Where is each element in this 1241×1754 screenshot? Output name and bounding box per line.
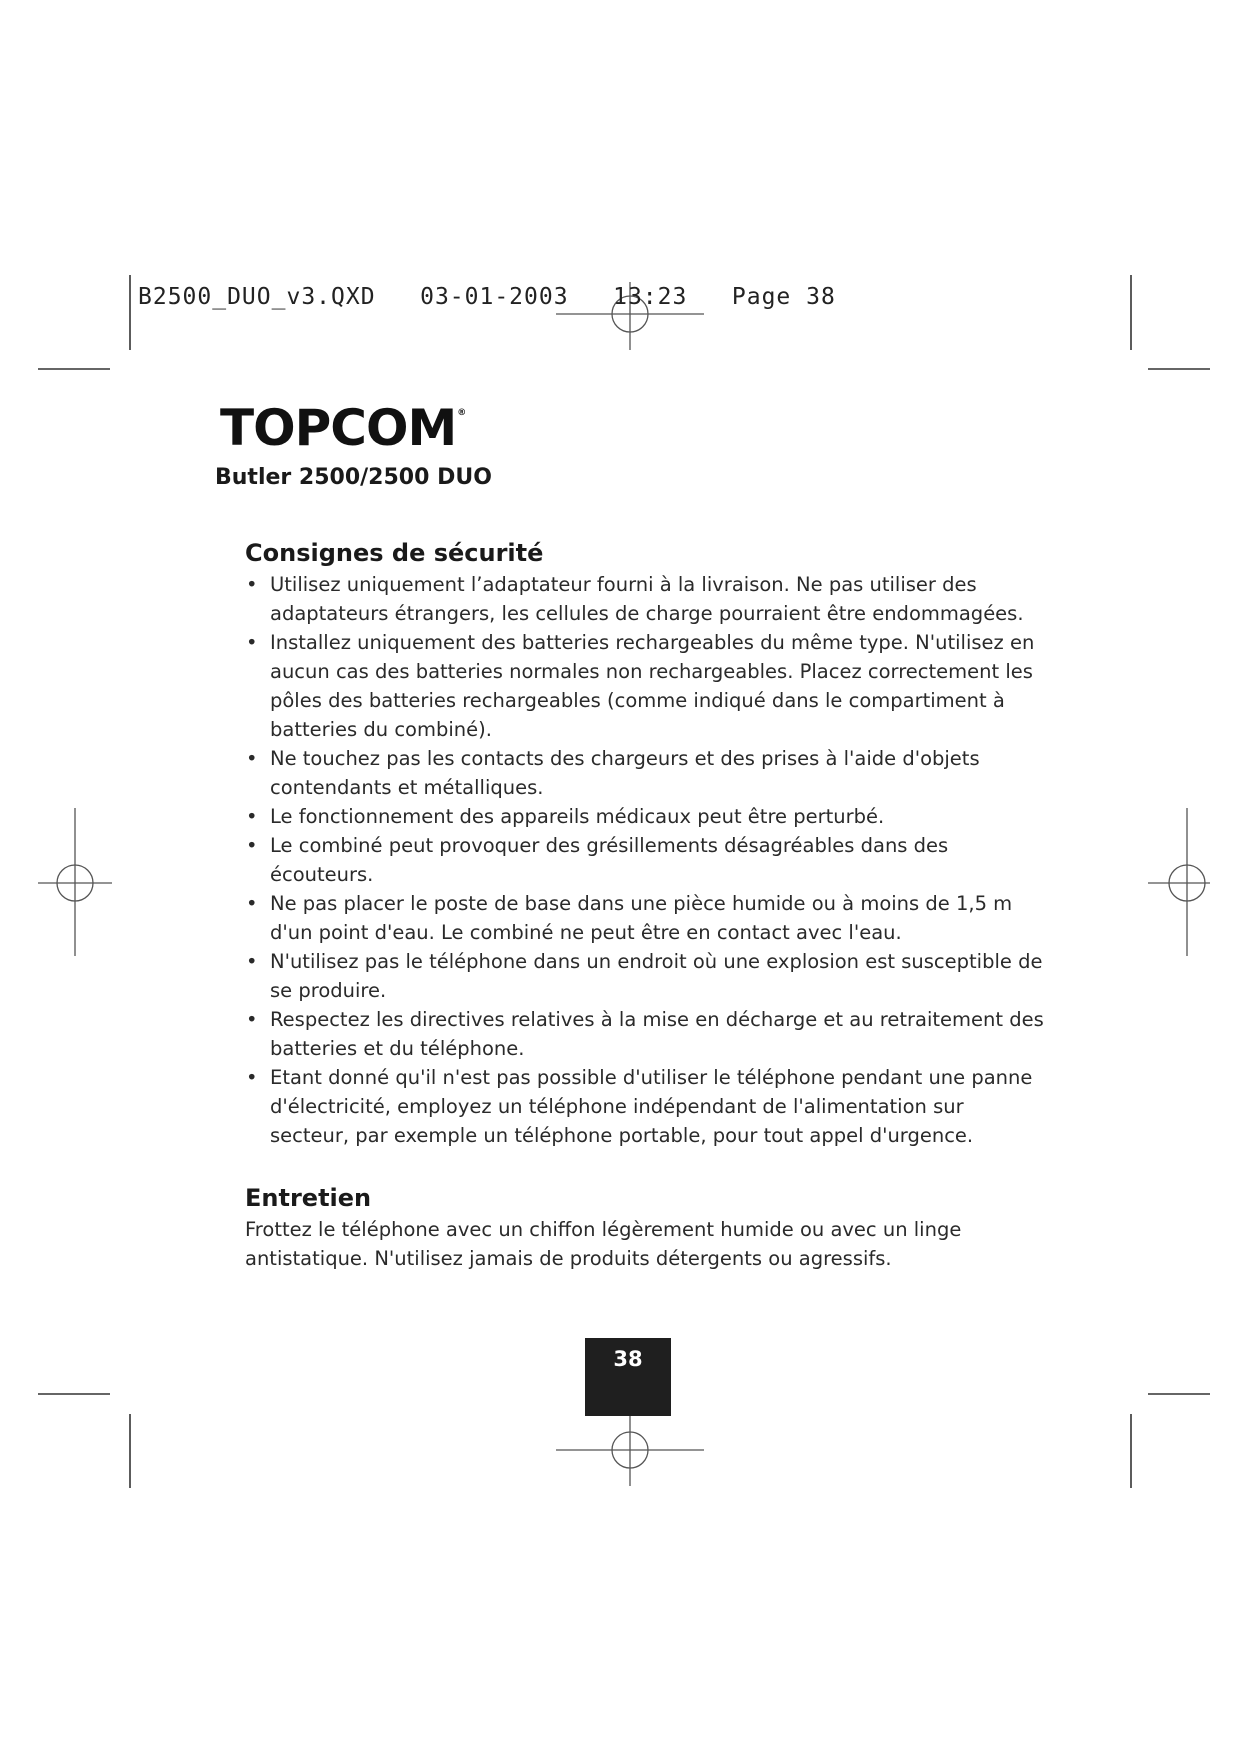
page-content	[245, 536, 1045, 1273]
maintenance-heading: Entretien	[245, 1184, 372, 1212]
safety-item: • N'utilisez pas le téléphone dans un endroit où une explosion est susceptible de se produire.	[245, 947, 1045, 1005]
page-number-box	[585, 1338, 671, 1416]
safety-item: • Installez uniquement des batteries rechargeables du même type. N'utilisez en aucun cas des batteries normales non rechargeables. Placez correctement les pôles des batteries rechargeables (comme indiqué dans le compartiment à batteries du combiné).	[245, 628, 1045, 744]
safety-item: • Ne touchez pas les contacts des chargeurs et des prises à l'aide d'objets contendants et métalliques.	[245, 744, 1045, 802]
topcom-logo	[220, 399, 466, 457]
safety-heading: Consignes de sécurité	[245, 539, 544, 567]
safety-list	[245, 570, 1045, 1150]
registered-mark: ®	[457, 408, 466, 418]
safety-item: • Etant donné qu'il n'est pas possible d'utiliser le téléphone pendant une panne d'électricité, employez un téléphone indépendant de l'alimentation sur secteur, par exemple un téléphone portable, pour tout appel d'urgence.	[245, 1063, 1045, 1150]
safety-item: • Le fonctionnement des appareils médicaux peut être perturbé.	[245, 802, 1045, 831]
logo-text: TOPCOM	[220, 399, 457, 457]
safety-item: • Utilisez uniquement l’adaptateur fourni à la livraison. Ne pas utiliser des adaptateurs étrangers, les cellules de charge pourraient être endommagées.	[245, 570, 1045, 628]
safety-item: • Respectez les directives relatives à la mise en décharge et au retraitement des batteries et du téléphone.	[245, 1005, 1045, 1063]
print-slug-line: B2500_DUO_v3.QXD 03-01-2003 13:23 Page 38	[138, 284, 836, 310]
page-number: 38	[613, 1347, 643, 1371]
maintenance-text: Frottez le téléphone avec un chiffon légèrement humide ou avec un linge antistatique. N'utilisez jamais de produits détergents ou agressifs.	[245, 1218, 962, 1270]
model-name: Butler 2500/2500 DUO	[215, 465, 492, 490]
safety-item: • Ne pas placer le poste de base dans une pièce humide ou à moins de 1,5 m d'un point d'eau. Le combiné ne peut être en contact avec l'eau.	[245, 889, 1045, 947]
safety-item: • Le combiné peut provoquer des grésillements désagréables dans des écouteurs.	[245, 831, 1045, 889]
